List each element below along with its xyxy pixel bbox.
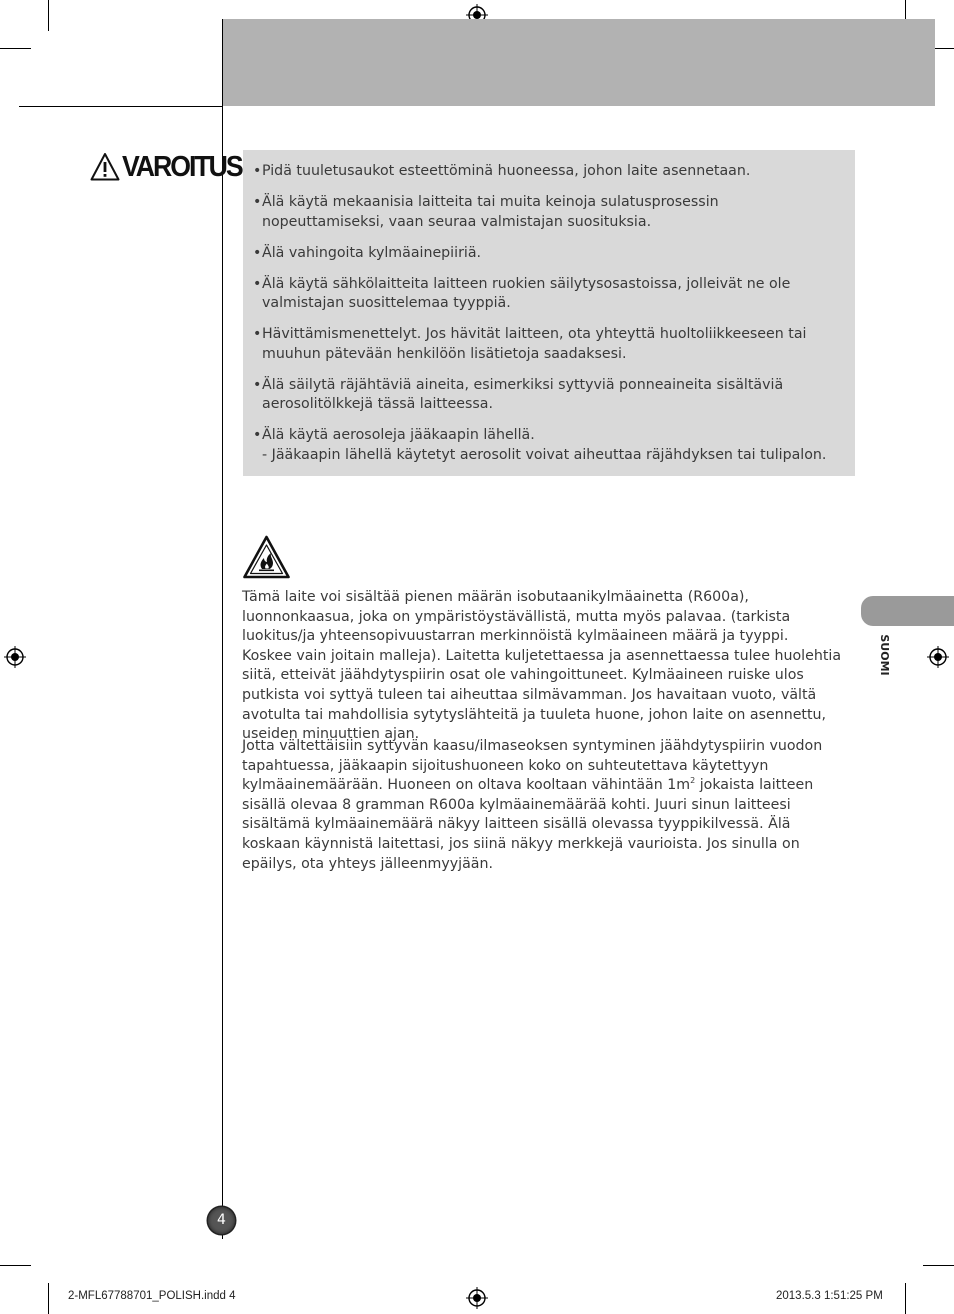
warning-item-text: Älä käytä aerosoleja jääkaapin lähellä. bbox=[262, 427, 535, 443]
paragraph-room-size-part: Jotta vältettäisiin syttyvän kaasu/ilmaseoksen syntyminen jäähdytyspiirin vuodon tapahtuessa, jääkaapin sijoitushuoneen koko on suhteutettava käytettyyn kylmäainemäärään. Huoneen on oltava kooltaan vähintään 1m bbox=[242, 738, 823, 794]
bullet: • bbox=[253, 194, 262, 210]
warning-item bbox=[253, 162, 843, 182]
warning-box bbox=[243, 150, 855, 476]
warning-triangle-icon bbox=[90, 152, 120, 182]
warning-item-text: Älä käytä mekaanisia laitteita tai muita keinoja sulatusprosessin nopeuttamiseksi, vaan seuraa valmistajan suosituksia. bbox=[262, 194, 719, 230]
page-number: 4 bbox=[208, 1207, 235, 1234]
bullet: • bbox=[253, 326, 262, 342]
registration-mark-icon bbox=[4, 646, 26, 668]
paragraph-room-size bbox=[242, 737, 842, 874]
header-rule bbox=[19, 106, 222, 107]
warning-item-text: Älä käytä sähkölaitteita laitteen ruokien säilytysosastoissa, jolleivät ne ole valmistajan suosittelemaa tyyppiä. bbox=[262, 275, 791, 311]
crop-mark bbox=[905, 1283, 906, 1314]
warning-item bbox=[253, 193, 843, 232]
warning-item-text: Älä vahingoita kylmäainepiiriä. bbox=[262, 244, 482, 261]
crop-mark bbox=[48, 0, 49, 31]
footer-timestamp: 2013.5.3 1:51:25 PM bbox=[776, 1290, 883, 1302]
margin-rule bbox=[222, 19, 223, 1239]
bullet: • bbox=[253, 163, 262, 179]
footer-file: 2-MFL67788701_POLISH.indd 4 bbox=[68, 1290, 236, 1302]
crop-mark bbox=[48, 1283, 49, 1314]
bullet: • bbox=[253, 275, 262, 292]
warning-sub-item: - Jääkaapin lähellä käytetyt aerosolit voivat aiheuttaa räjähdyksen tai tulipalon. bbox=[262, 446, 827, 463]
language-tab bbox=[861, 596, 954, 626]
crop-mark bbox=[923, 1265, 954, 1266]
registration-mark-icon bbox=[466, 1287, 488, 1309]
header-band bbox=[223, 19, 935, 106]
warning-item-text: Hävittämismenettelyt. Jos hävität laitteen, ota yhteyttä huoltoliikkeeseen tai muuhun pätevään henkilöön lisätietoja saadaksesi. bbox=[262, 326, 807, 362]
crop-mark bbox=[0, 1265, 31, 1266]
bullet: • bbox=[253, 244, 262, 261]
warning-item-text: Älä säilytä räjähtäviä aineita, esimerkiksi syttyviä ponneaineita sisältäviä aerosolitölkkejä tässä laitteessa. bbox=[262, 376, 784, 412]
warning-heading-text: VAROITUS bbox=[122, 150, 242, 183]
flammable-warning-icon bbox=[243, 535, 290, 579]
warning-item bbox=[253, 244, 843, 264]
superscript: 2 bbox=[690, 776, 696, 786]
warning-item bbox=[253, 325, 843, 364]
bullet: • bbox=[253, 427, 262, 443]
registration-mark-icon bbox=[927, 646, 949, 668]
warning-item bbox=[253, 376, 843, 415]
language-label: SUOMI bbox=[878, 634, 891, 676]
warning-heading bbox=[90, 150, 252, 184]
warning-item-text: Pidä tuuletusaukot esteettöminä huoneessa, johon laite asennetaan. bbox=[262, 163, 751, 179]
paragraph-refrigerant: Tämä laite voi sisältää pienen määrän isobutaanikylmäainetta (R600a), luonnonkaasua, joka on ympäristöystävällistä, mutta myös palavaa. (tarkista luokitus/ja yhteensopivuustarran merkinnöistä kylmäaineen määrä ja tyyppi. Koskee vain joitain malleja). Laitetta kuljetettaessa ja asennettaessa tulee huolehtia siitä, etteivät jäähdytyspiirin osat ole vahingoittuneet. Kylmäaineen ruiske ulos putkista voi syttyä tuleen tai aiheuttaa silmävamman. Jos havaitaan vuoto, vältä avotulta tai mahdollisia sytytyslähteitä ja tuuleta huone, johon laite on asennettu, useiden minuuttien ajan. bbox=[242, 589, 842, 743]
bullet: • bbox=[253, 376, 262, 393]
warning-item bbox=[253, 275, 843, 314]
paragraph-room-size-part: jokaista laitteen sisällä olevaa 8 gramman R600a kylmäainemäärää kohti. Juuri sinun laitteesi sisältämä kylmäainemäärä näkyy laitteen sisällä olevassa tyyppikilvessä. Älä koskaan käynnistä laitettasi, jos siinä näkyy merkkejä vaurioista. Jos sinulla on epäilys, ota yhteys jälleenmyyjään. bbox=[242, 777, 814, 872]
crop-mark bbox=[0, 48, 31, 49]
warning-item bbox=[253, 426, 843, 465]
